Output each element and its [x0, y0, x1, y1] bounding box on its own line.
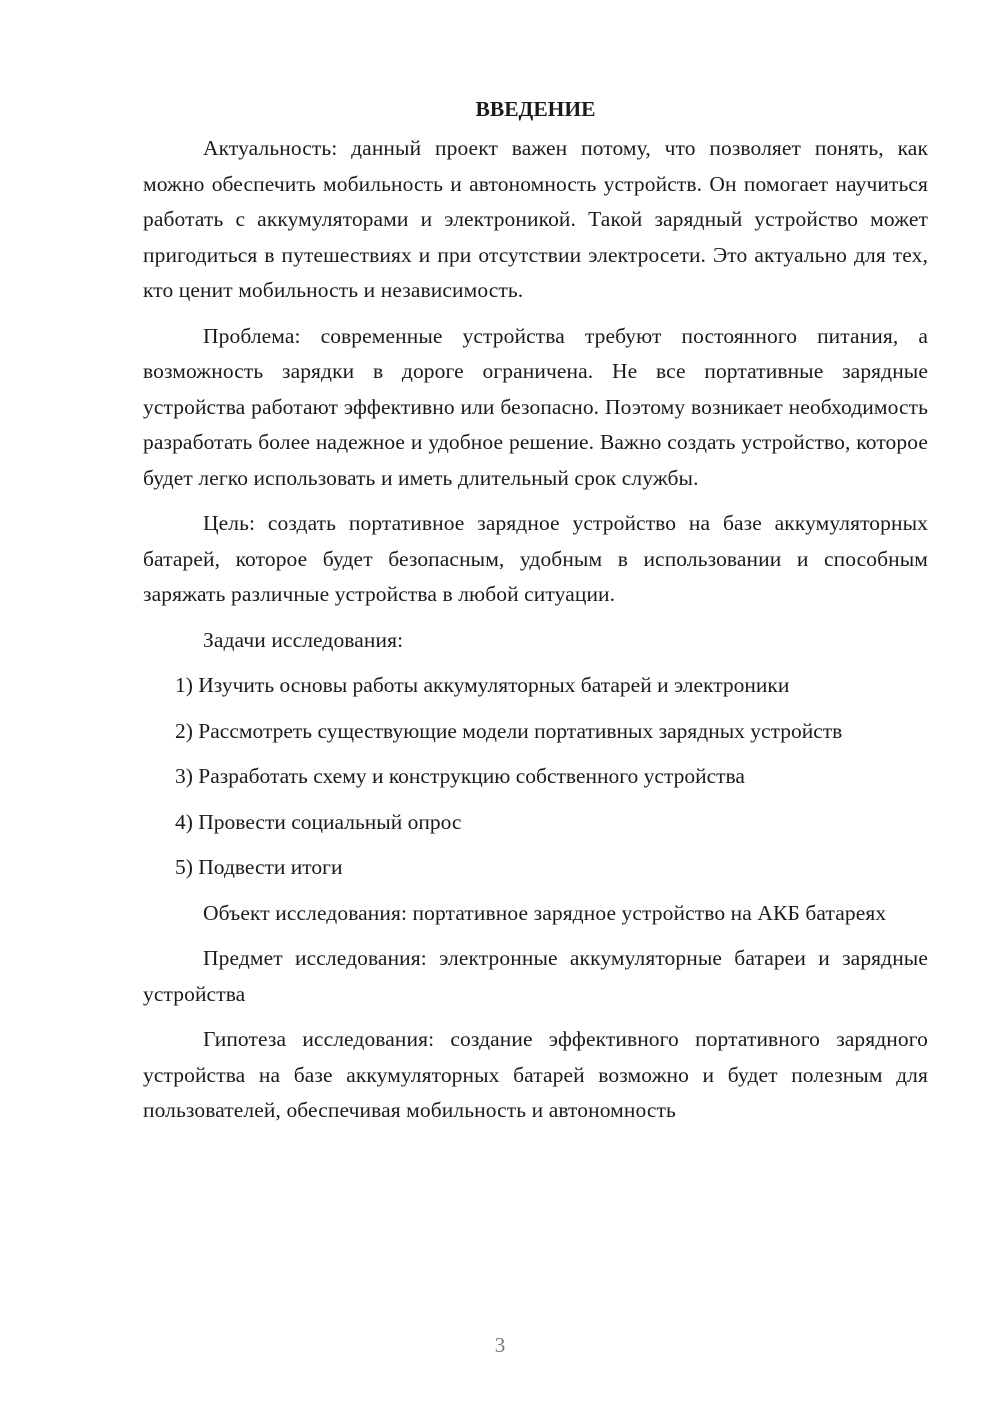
object-paragraph: Объект исследования: портативное зарядное устройство на АКБ батареях — [203, 900, 887, 925]
hypothesis-paragraph: Гипотеза исследования: создание эффективного портативного зарядного устройства на базе аккумуляторных батарей возможно и будет полезным для пользователей, обеспечивая мобильность и автономность — [143, 1027, 928, 1122]
task-item: 1) Изучить основы работы аккумуляторных батарей и электроники — [175, 673, 790, 697]
task-item: 5) Подвести итоги — [175, 855, 343, 879]
task-item: 3) Разработать схему и конструкцию собственного устройства — [175, 764, 745, 788]
tasks-heading: Задачи исследования: — [203, 627, 404, 652]
task-item: 2) Рассмотреть существующие модели портативных зарядных устройств — [175, 718, 843, 743]
page-number: 3 — [494, 1333, 506, 1357]
subject-paragraph: Предмет исследования: электронные аккумуляторные батареи и зарядные устройства — [143, 946, 928, 1006]
problem-paragraph: Проблема: современные устройства требуют постоянного питания, а возможность зарядки в дороге ограничена. Не все портативные зарядные устройства работают эффективно или безопасно. Поэтому возникает необходимость разработать более надежное и удобное решение. Важно создать устройство, которое будет легко использовать и иметь длительный срок службы. — [143, 323, 928, 490]
page-title: ВВЕДЕНИЕ — [475, 97, 596, 121]
document-page — [143, 92, 928, 1139]
goal-paragraph: Цель: создать портативное зарядное устройство на базе аккумуляторных батарей, которое будет безопасным, удобным в использовании и способным заряжать различные устройства в любой ситуации. — [143, 511, 928, 606]
relevance-paragraph: Актуальность: данный проект важен потому, что позволяет понять, как можно обеспечить мобильность и автономность устройств. Он помогает научиться работать с аккумуляторами и электроникой. Такой зарядный устройство может пригодиться в путешествиях и при отсутствии электросети. Это актуально для тех, кто ценит мобильность и независимость. — [143, 136, 928, 302]
task-item: 4) Провести социальный опрос — [175, 809, 462, 834]
